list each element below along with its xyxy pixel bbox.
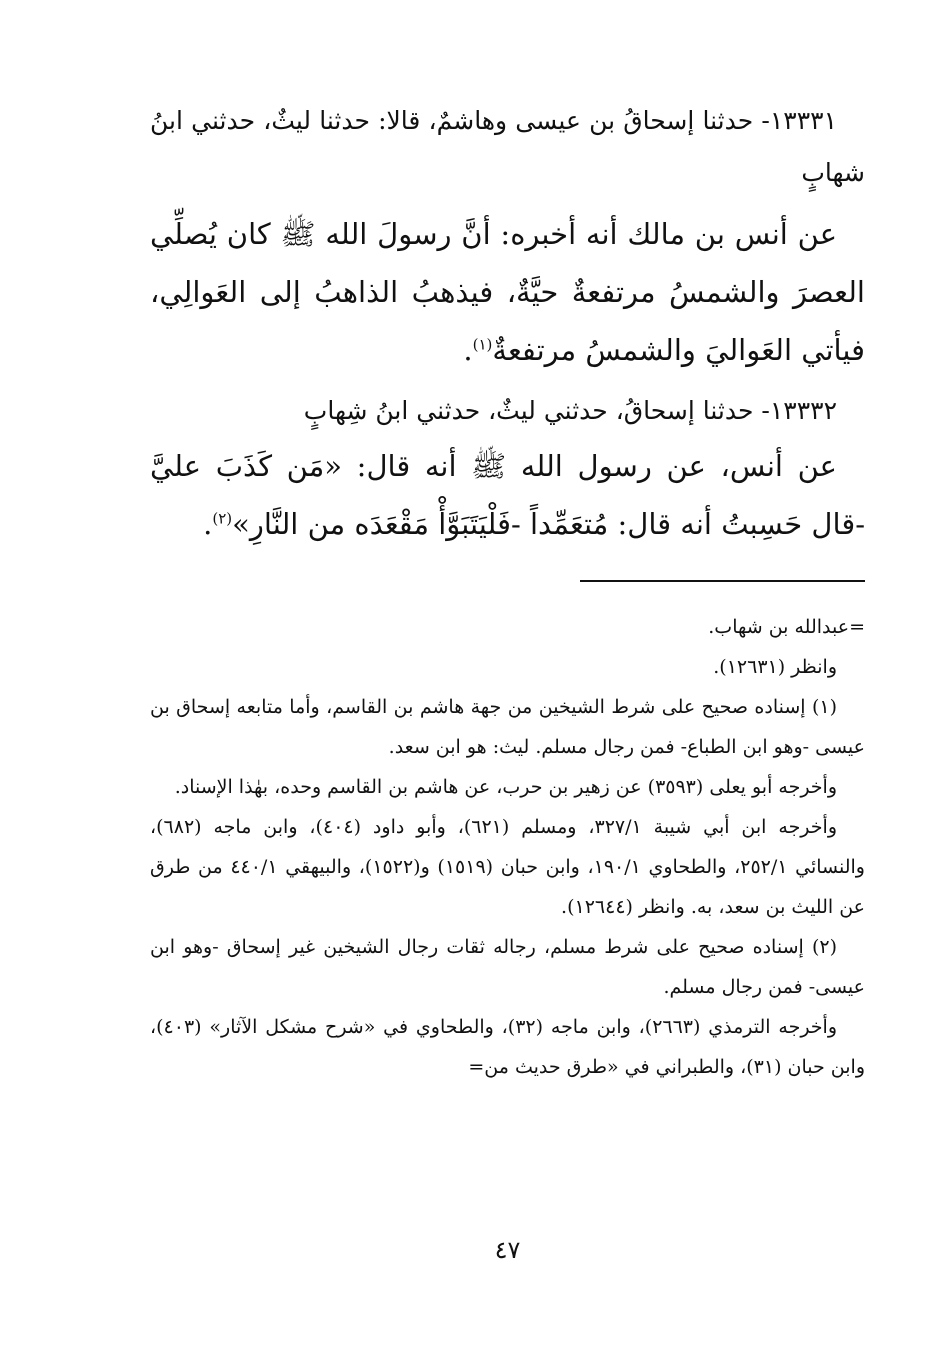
hadith-13331-end-mark: . [463,333,473,367]
footnote-continuation: =عبدالله بن شهاب. [708,616,865,638]
hadith-13332-isnad: ١٣٣٣٢- حدثنا إسحاقُ، حدثني ليثٌ، حدثني ابنُ شِهابٍ [303,396,837,425]
book-page [150,95,865,1335]
footnote-continuation-ref: وانظر (١٢٦٣١). [713,656,837,678]
footnote-separator [580,580,865,582]
hadith-13331-isnad: ١٣٣٣١- حدثنا إسحاقُ بن عيسى وهاشمٌ، قالا: حدثنا ليثٌ، حدثني ابنُ شهابٍ [150,106,865,187]
footnote-2-takhrij: وأخرجه الترمذي (٢٦٦٣)، وابن ماجه (٣٢)، والطحاوي في «شرح مشكل الآثار» (٤٠٣)، وابن حبان (٣١)، والطبراني في «طرق حديث من= [150,1016,865,1078]
hadith-13331-matn-text: عن أنس بن مالك أنه أخبره: أنَّ رسولَ الله ﷺ كان يُصلِّي العصرَ والشمسُ مرتفعةٌ حيَّةٌ، فيذهبُ الذاهبُ إلى العَوالِي، فيأتي العَواليَ والشمسُ مرتفعةٌ [150,217,865,367]
footnote-1-takhrij-b: وأخرجه ابن أبي شيبة ٣٢٧/١، ومسلم (٦٢١)، وأبو داود (٤٠٤)، وابن ماجه (٦٨٢)، والنسائي ٢٥٢/١، والطحاوي ١٩٠/١، وابن حبان (١٥١٩) و(١٥٢٢)، والبيهقي ٤٤٠/١ من طرق عن الليث بن سعد، به. وانظر (١٢٦٤٤). [150,816,865,918]
footnote-ref-1[interactable]: (١) [472,335,493,354]
footnote-1-grading: (١) إسناده صحيح على شرط الشيخين من جهة هاشم بن القاسم، وأما متابعه إسحاق بن عيسى -وهو ابن الطباع- فمن رجال مسلم. ليث: هو ابن سعد. [150,696,865,758]
main-text [150,95,865,553]
hadith-13332-end-mark: . [203,507,213,541]
hadith-13331-matn [150,205,865,379]
footnote-2-grading: (٢) إسناده صحيح على شرط مسلم، رجاله ثقات رجال الشيخين غير إسحاق -وهو ابن عيسى- فمن رجال مسلم. [150,936,865,998]
hadith-13332-matn [150,437,865,553]
hadith-13332-matn-text: عن أنس، عن رسول الله ﷺ أنه قال: «مَن كَذَبَ عليَّ -قال حَسِبتُ أنه قال: مُتعَمِّداً -فَلْيَتَبَوَّأْ مَقْعَدَه من النَّارِ» [150,449,865,541]
footnotes [150,607,865,1087]
page-number: ٤٧ [494,1236,521,1264]
footnote-1-takhrij-a: وأخرجه أبو يعلى (٣٥٩٣) عن زهير بن حرب، عن هاشم بن القاسم وحده، بهٰذا الإسناد. [174,776,837,798]
footnote-ref-2[interactable]: (٢) [212,509,233,528]
